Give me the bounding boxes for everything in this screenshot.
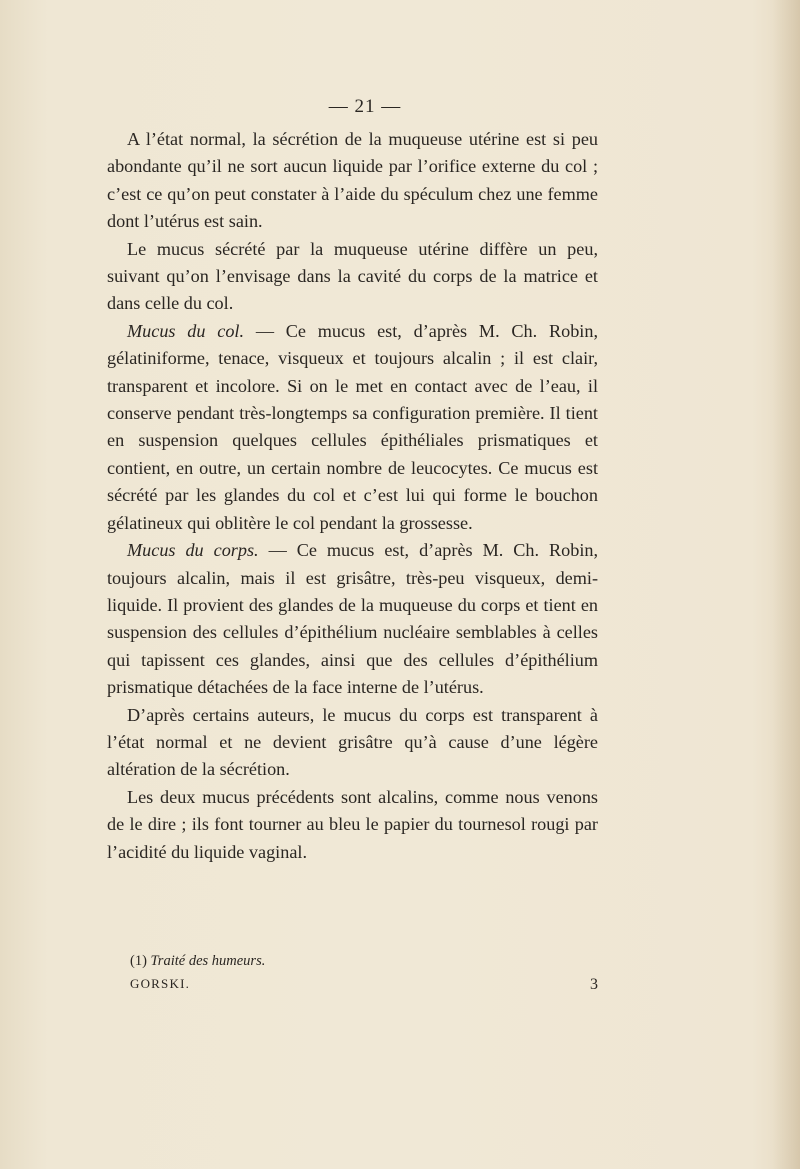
page-number: — 21 — [328, 96, 402, 117]
body-text [107, 126, 598, 866]
paragraph-4-text: — Ce mucus est, d’après M. Ch. Robin, toujours alcalin, mais il est grisâtre, très-peu visqueux, demi-liquide. Il provient des glandes de la muqueuse du corps et tient en suspension des cellules d’épithélium nucléaire semblables à celles qui tapissent ces glandes, ainsi que des cellules d’épithélium prismatique détachées de la face interne de l’utérus. [107, 540, 599, 698]
paragraph-1-text: A l’état normal, la sécrétion de la muqueuse utérine est si peu abondante qu’il ne sort aucun liquide par l’orifice externe du col ; c’est ce qu’on peut constater à l’aide du spéculum chez une femme dont l’utérus est sain. [107, 129, 598, 232]
paragraph-2-text: Le mucus sécrété par la muqueuse utérine diffère un peu, suivant qu’on l’envisage dans la cavité du corps de la matrice et dans celle du col. [107, 238, 598, 314]
signature-author: GORSKI. [130, 976, 191, 991]
paragraph-4-lead: Mucus du corps. [127, 540, 259, 561]
footnote-title: Traité des humeurs. [150, 953, 266, 969]
paragraph-3-lead: Mucus du col. [127, 320, 245, 341]
paragraph-4 [107, 537, 598, 701]
footnote-marker: (1) [130, 953, 147, 969]
signature-line [130, 976, 598, 994]
paragraph-3 [107, 318, 598, 537]
paragraph-2 [107, 236, 598, 318]
page-edge-shadow [772, 0, 800, 1169]
paragraph-3-text: — Ce mucus est, d’après M. Ch. Robin, gélatiniforme, tenace, visqueux et toujours alcalin ; il est clair, transparent et incolore. Si on le met en contact avec de l’eau, il conserve pendant très-longtemps sa configuration première. Il tient en suspension quelques cellules épithéliales prismatiques et contient, en outre, un certain nombre de leucocytes. Ce mucus est sécrété par les glandes du col et c’est lui qui forme le bouchon gélatineux qui oblitère le col pendant la grossesse. [107, 320, 598, 533]
signature-sheet-number: 3 [590, 976, 598, 993]
paragraph-1 [107, 126, 598, 236]
paragraph-6 [107, 784, 598, 866]
paragraph-6-text: Les deux mucus précédents sont alcalins, comme nous venons de le dire ; ils font tourner au bleu le papier du tournesol rougi par l’acidité du liquide vaginal. [107, 786, 598, 862]
paragraph-5 [107, 702, 598, 784]
paragraph-5-text: D’après certains auteurs, le mucus du corps est transparent à l’état normal et ne devient grisâtre qu’à cause d’une légère altération de la sécrétion. [107, 704, 598, 780]
footnote [130, 952, 265, 970]
